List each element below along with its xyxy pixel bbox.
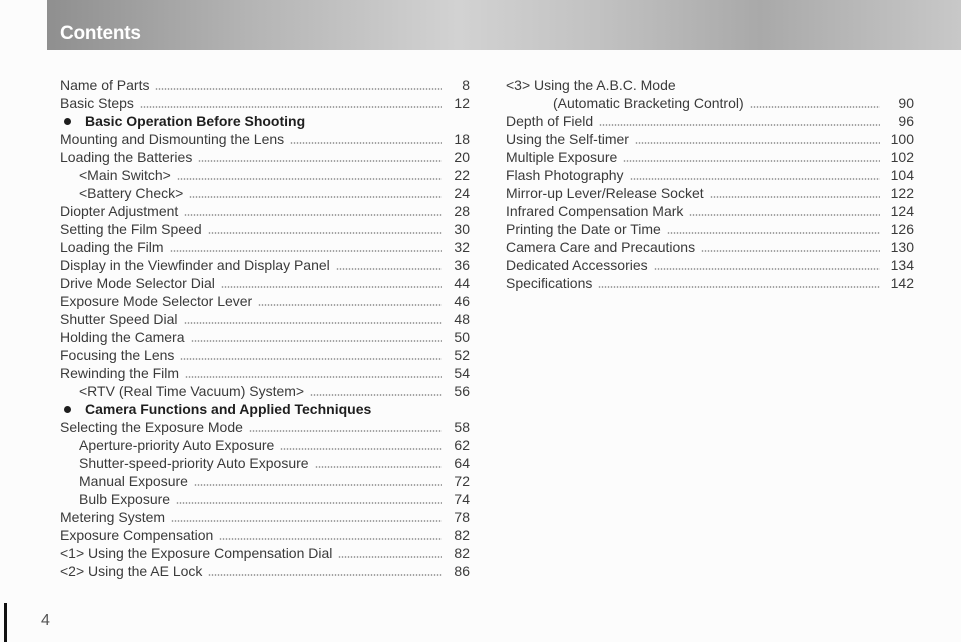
toc-entry-title: Mirror-up Lever/Release Socket: [506, 185, 704, 201]
dot-leader: [191, 340, 442, 342]
toc-entry-page: 44: [454, 275, 470, 291]
toc-entry: [506, 183, 914, 201]
dot-leader: [701, 250, 880, 252]
toc-entry-page: 82: [454, 527, 470, 543]
toc-entry: [506, 93, 914, 111]
section-heading: [60, 399, 470, 417]
toc-entry-page: 126: [890, 221, 914, 237]
toc-entry-page: 134: [890, 257, 914, 273]
dot-leader: [630, 178, 880, 180]
toc-entry: [60, 345, 470, 363]
toc-entry-title: Manual Exposure: [79, 473, 188, 489]
toc-entry-title: Exposure Mode Selector Lever: [60, 293, 253, 309]
dot-leader: [249, 430, 442, 432]
toc-entry: [60, 93, 470, 111]
toc-entry-page: 46: [454, 293, 470, 309]
toc-entry-page: 62: [454, 437, 470, 453]
toc-subheading: [506, 75, 914, 93]
toc-entry-title: <2> Using the AE Lock: [60, 563, 203, 579]
toc-entry: [60, 327, 470, 345]
section-heading: [60, 111, 470, 129]
toc-entry-page: 58: [454, 419, 470, 435]
section-title: Basic Operation Before Shooting: [85, 113, 306, 129]
toc-entry-page: 100: [890, 131, 914, 147]
toc-entry-page: 56: [454, 383, 470, 399]
toc-entry-title: Shutter-speed-priority Auto Exposure: [79, 455, 309, 471]
toc-entry-title: <RTV (Real Time Vacuum) System>: [79, 383, 305, 399]
dot-leader: [315, 466, 442, 468]
toc-entry-page: 8: [462, 77, 470, 93]
toc-entry-title: Exposure Compensation: [60, 527, 214, 543]
dot-leader: [208, 232, 442, 234]
toc-entry-title: Focusing the Lens: [60, 347, 175, 363]
toc-entry: [60, 381, 470, 399]
toc-entry-page: 48: [454, 311, 470, 327]
toc-entry-page: 12: [454, 95, 470, 111]
toc-entry-title: Multiple Exposure: [506, 149, 618, 165]
toc-entry: [60, 363, 470, 381]
toc-entry-page: 30: [454, 221, 470, 237]
toc-entry-page: 122: [890, 185, 914, 201]
dot-leader: [336, 268, 442, 270]
dot-leader: [194, 484, 442, 486]
dot-leader: [750, 106, 880, 108]
dot-leader: [654, 268, 880, 270]
toc-entry-title: Mounting and Dismounting the Lens: [60, 131, 285, 147]
toc-entry: [60, 255, 470, 273]
toc-entry-page: 22: [454, 167, 470, 183]
dot-leader: [189, 196, 442, 198]
toc-entry: [60, 489, 470, 507]
toc-entry-page: 24: [454, 185, 470, 201]
toc-entry-title: Name of Parts: [60, 77, 150, 93]
toc-entry-page: 52: [454, 347, 470, 363]
toc-entry: [60, 309, 470, 327]
toc-entry: [60, 183, 470, 201]
section-title: Camera Functions and Applied Techniques: [85, 401, 372, 417]
toc-left-column: [60, 75, 470, 579]
toc-entry-title: Bulb Exposure: [79, 491, 171, 507]
dot-leader: [290, 142, 442, 144]
toc-entry: [60, 417, 470, 435]
bullet-icon: [64, 118, 71, 125]
toc-entry-title: Infrared Compensation Mark: [506, 203, 684, 219]
dot-leader: [258, 304, 442, 306]
toc-entry-title: Dedicated Accessories: [506, 257, 648, 273]
toc-entry-page: 18: [454, 131, 470, 147]
page-number: 4: [41, 612, 50, 629]
toc-entry-title: Display in the Viewfinder and Display Panel: [60, 257, 330, 273]
toc-entry-page: 72: [454, 473, 470, 489]
toc-entry-title: Flash Photography: [506, 167, 624, 183]
toc-entry-page: 32: [454, 239, 470, 255]
toc-entry-title: Loading the Batteries: [60, 149, 193, 165]
toc-entry: [60, 219, 470, 237]
toc-entry: [506, 165, 914, 183]
dot-leader: [170, 250, 442, 252]
dot-leader: [177, 178, 442, 180]
toc-entry-title: Shutter Speed Dial: [60, 311, 178, 327]
toc-entry-page: 86: [454, 563, 470, 579]
toc-entry: [60, 507, 470, 525]
toc-entry: [506, 219, 914, 237]
toc-entry-page: 28: [454, 203, 470, 219]
toc-entry-title: Basic Steps: [60, 95, 134, 111]
dot-leader: [598, 286, 880, 288]
dot-leader: [667, 232, 880, 234]
toc-entry: [506, 129, 914, 147]
toc-entry-title: Printing the Date or Time: [506, 221, 661, 237]
dot-leader: [635, 142, 880, 144]
toc-entry-title: Diopter Adjustment: [60, 203, 179, 219]
page-title: Contents: [60, 23, 141, 44]
dot-leader: [198, 160, 442, 162]
dot-leader: [180, 358, 442, 360]
toc-entry-page: 54: [454, 365, 470, 381]
toc-entry-page: 124: [890, 203, 914, 219]
toc-entry-page: 102: [890, 149, 914, 165]
toc-entry: [60, 129, 470, 147]
toc-entry-title: <Battery Check>: [79, 185, 184, 201]
dot-leader: [176, 502, 442, 504]
toc-entry: [506, 201, 914, 219]
toc-entry-title: <3> Using the A.B.C. Mode: [506, 77, 676, 93]
dot-leader: [184, 214, 442, 216]
binding-edge: [4, 603, 7, 642]
dot-leader: [280, 448, 442, 450]
toc-entry: [506, 147, 914, 165]
toc-right-column: [506, 75, 914, 291]
toc-entry-page: 82: [454, 545, 470, 561]
toc-entry: [60, 75, 470, 93]
toc-entry: [60, 147, 470, 165]
toc-entry-page: 142: [890, 275, 914, 291]
toc-entry-page: 64: [454, 455, 470, 471]
dot-leader: [310, 394, 442, 396]
toc-entry: [60, 165, 470, 183]
toc-entry-title: Metering System: [60, 509, 166, 525]
toc-entry-page: 104: [890, 167, 914, 183]
toc-entry: [60, 273, 470, 291]
toc-entry-page: 78: [454, 509, 470, 525]
dot-leader: [155, 88, 442, 90]
toc-entry-page: 20: [454, 149, 470, 165]
toc-entry-page: 74: [454, 491, 470, 507]
toc-entry-title: Loading the Film: [60, 239, 164, 255]
toc-entry: [60, 453, 470, 471]
dot-leader: [140, 106, 442, 108]
dot-leader: [185, 376, 442, 378]
dot-leader: [338, 556, 442, 558]
toc-entry-title: Using the Self-timer: [506, 131, 629, 147]
toc-entry: [60, 561, 470, 579]
toc-entry: [60, 291, 470, 309]
toc-entry-page: 130: [890, 239, 914, 255]
toc-entry: [60, 435, 470, 453]
toc-entry-title: Aperture-priority Auto Exposure: [79, 437, 275, 453]
dot-leader: [710, 196, 880, 198]
toc-entry-title: Camera Care and Precautions: [506, 239, 696, 255]
toc-entry-page: 90: [898, 95, 914, 111]
toc-entry: [60, 201, 470, 219]
toc-entry-page: 36: [454, 257, 470, 273]
toc-entry: [60, 543, 470, 561]
toc-entry-title: Drive Mode Selector Dial: [60, 275, 215, 291]
dot-leader: [599, 124, 880, 126]
toc-entry-title: Setting the Film Speed: [60, 221, 202, 237]
dot-leader: [219, 538, 442, 540]
toc-entry: [60, 471, 470, 489]
toc-entry-title: Depth of Field: [506, 113, 594, 129]
dot-leader: [208, 574, 442, 576]
toc-entry-title: <1> Using the Exposure Compensation Dial: [60, 545, 333, 561]
toc-entry: [506, 273, 914, 291]
toc-entry-title: Selecting the Exposure Mode: [60, 419, 243, 435]
dot-leader: [623, 160, 880, 162]
toc-entry: [60, 237, 470, 255]
dot-leader: [184, 322, 442, 324]
toc-entry-page: 50: [454, 329, 470, 345]
dot-leader: [221, 286, 442, 288]
toc-entry-page: 96: [898, 113, 914, 129]
toc-entry: [60, 525, 470, 543]
dot-leader: [689, 214, 880, 216]
toc-entry-title: Rewinding the Film: [60, 365, 180, 381]
toc-entry: [506, 237, 914, 255]
toc-entry-title: <Main Switch>: [79, 167, 171, 183]
bullet-icon: [64, 406, 71, 413]
toc-entry: [506, 111, 914, 129]
dot-leader: [171, 520, 442, 522]
toc-entry: [506, 255, 914, 273]
toc-entry-title: Specifications: [506, 275, 593, 291]
header-banner: [47, 0, 961, 50]
toc-entry-title: (Automatic Bracketing Control): [553, 95, 744, 111]
toc-entry-title: Holding the Camera: [60, 329, 185, 345]
